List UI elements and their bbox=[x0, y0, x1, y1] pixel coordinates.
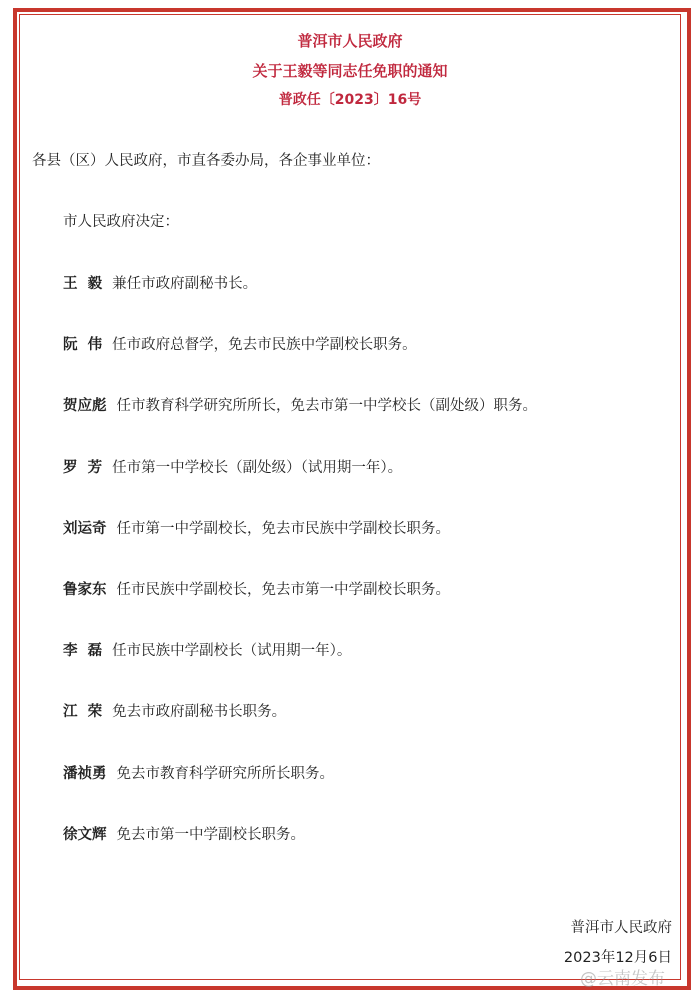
notice-title: 关于王毅等同志任免职的通知 bbox=[252, 62, 448, 80]
appointee-name: 江 荣 bbox=[63, 704, 103, 721]
appointment-text: 任市政府总督学，免去市民族中学副校长职务。 bbox=[112, 337, 417, 354]
appointee-name: 李 磊 bbox=[63, 643, 103, 660]
appointee-name: 鲁家东 bbox=[63, 582, 107, 598]
appointment-item bbox=[63, 700, 286, 721]
appointee-name: 贺应彪 bbox=[63, 398, 107, 415]
issuer-heading: 普洱市人民政府 bbox=[297, 32, 403, 50]
appointment-text: 任市教育科学研究所所长，免去市第一中学校长（副处级）职务。 bbox=[116, 398, 537, 415]
appointee-name: 潘祯勇 bbox=[63, 765, 107, 782]
signature-date: 2023年12月6日 bbox=[563, 950, 672, 966]
appointee-name: 徐文辉 bbox=[63, 826, 107, 843]
appointment-text: 任市第一中学副校长，免去市民族中学副校长职务。 bbox=[116, 520, 450, 537]
appointment-text: 免去市第一中学副校长职务。 bbox=[116, 826, 305, 843]
appointment-item bbox=[63, 272, 257, 293]
appointment-text: 兼任市政府副秘书长。 bbox=[112, 276, 258, 292]
appointment-text: 免去市政府副秘书长职务。 bbox=[112, 704, 287, 721]
appointee-name: 王 毅 bbox=[63, 276, 103, 292]
appointment-item bbox=[63, 823, 305, 844]
appointment-item bbox=[63, 394, 537, 415]
appointment-item bbox=[63, 517, 450, 538]
appointment-text: 任市民族中学副校长（试用期一年）。 bbox=[112, 643, 352, 660]
appointee-name: 刘运奇 bbox=[63, 520, 107, 537]
salutation: 各县（区）人民政府，市直各委办局，各企事业单位： bbox=[32, 153, 380, 169]
appointee-name: 罗 芳 bbox=[63, 459, 103, 476]
appointment-item bbox=[63, 762, 334, 783]
appointment-text: 任市第一中学校长（副处级）（试用期一年）。 bbox=[112, 459, 403, 476]
appointment-item bbox=[63, 456, 402, 477]
appointment-text: 免去市教育科学研究所所长职务。 bbox=[116, 765, 334, 782]
intro: 市人民政府决定： bbox=[63, 214, 179, 230]
document-number: 普政任〔2023〕16号 bbox=[278, 92, 422, 108]
appointee-name: 阮 伟 bbox=[63, 337, 103, 354]
appointment-text: 任市民族中学副校长，免去市第一中学副校长职务。 bbox=[116, 582, 450, 598]
appointment-item bbox=[63, 639, 351, 660]
appointment-item bbox=[63, 578, 450, 599]
watermark: @云南发布 bbox=[580, 969, 665, 989]
appointment-item bbox=[63, 333, 417, 354]
signature-issuer: 普洱市人民政府 bbox=[570, 920, 672, 936]
